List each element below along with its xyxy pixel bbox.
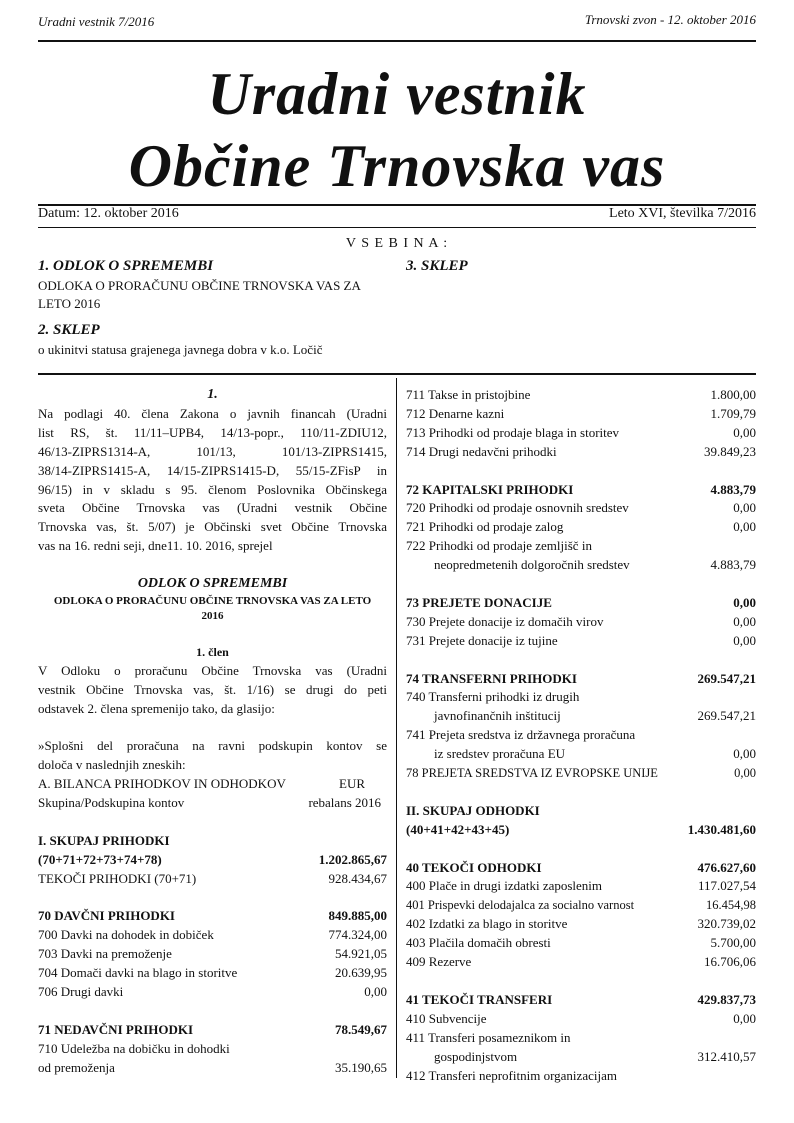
contents-item-3-title: 3. SKLEP (406, 258, 468, 274)
row-label: 402 Izdatki za blago in storitve (406, 916, 568, 932)
article-line: odstavek 2. člena spremenijo tako, da glasijo: (38, 700, 275, 716)
intro-line: sveta Občine Trnovska vas (Uradni vestnik Občine (38, 500, 387, 516)
right-column (406, 386, 756, 1085)
currency-label: EUR (339, 776, 365, 792)
total-expenditure-row (406, 821, 756, 840)
row-value: 269.547,21 (697, 708, 756, 724)
row-value: 0,00 (733, 424, 756, 440)
row-value: 16.454,98 (706, 898, 756, 913)
group-label: 41 TEKOČI TRANSFERI (406, 991, 553, 1007)
row-value: 0,00 (733, 500, 756, 516)
table-row (406, 556, 756, 575)
row-label-line: 740 Transferni prihodki iz drugih (406, 689, 580, 705)
odlok-subtitle: ODLOKA O PRORAČUNU OBČINE TRNOVSKA VAS ZA LETO 2016 (53, 594, 372, 622)
row-label: 713 Prihodki od prodaje blaga in storitev (406, 424, 620, 440)
group-value: 849.885,00 (328, 908, 387, 924)
row-value: 1.709,79 (710, 405, 756, 421)
total-expenditure-formula: (40+41+42+43+45) (406, 821, 510, 837)
row-label-line: 741 Prejeta sredstva iz državnega proračuna (406, 727, 636, 743)
table-row (406, 424, 756, 443)
row-label: gospodinjstvom (434, 1048, 518, 1064)
table-row (406, 934, 756, 953)
issue-number: Leto XVI, številka 7/2016 (609, 206, 756, 221)
table-row (406, 1010, 756, 1029)
row-value: 928.434,67 (328, 870, 387, 886)
row-value: 16.706,06 (704, 954, 756, 970)
row-label: 700 Davki na dohodek in dobiček (38, 927, 214, 943)
row-value: 0,00 (734, 766, 756, 781)
row-label: 409 Rezerve (406, 954, 472, 970)
contents-heading: V S E B I N A : (345, 236, 449, 251)
total-revenue-label: I. SKUPAJ PRIHODKI (38, 832, 170, 848)
group-40-row (406, 859, 756, 878)
row-value: 1.800,00 (710, 387, 756, 402)
table-row (406, 764, 756, 783)
meta-rule (38, 227, 756, 228)
group-72-row (406, 481, 756, 500)
contents-rule (38, 373, 756, 375)
value-column-header: rebalans 2016 (308, 795, 381, 811)
row-label: javnofinančnih inštitucij (434, 708, 561, 724)
row-label-line: 411 Transferi posameznikom in (406, 1029, 571, 1045)
contents-item-1-text: ODLOKA O PRORAČUNU OBČINE TRNOVSKA VAS ZA LETO 2016 (38, 278, 361, 311)
row-label: 78 PREJETA SREDSTVA IZ EVROPSKE UNIJE (406, 766, 658, 781)
group-74-row (406, 670, 756, 689)
row-label: neopredmetenih dolgoročnih sredstev (434, 557, 630, 573)
row-value: 35.190,65 (335, 1059, 387, 1075)
group-value: 4.883,79 (710, 481, 756, 497)
row-label: 712 Denarne kazni (406, 405, 505, 421)
header-rule (38, 40, 756, 42)
table-row (406, 953, 756, 972)
row-value: 0,00 (733, 1010, 756, 1026)
group-value: 0,00 (733, 594, 756, 610)
masthead-title-line1: Uradni vestnik (207, 61, 587, 127)
current-revenue-row (38, 870, 387, 889)
total-revenue-row (38, 851, 387, 870)
left-column (38, 386, 387, 1078)
table-row (38, 926, 387, 945)
intro-line: Na podlagi 40. člena Zakona o javnih financah (Uradni (38, 405, 387, 421)
running-header-left: Uradni vestnik 7/2016 (38, 14, 155, 29)
group-label: 71 NEDAVČNI PRIHODKI (38, 1021, 194, 1037)
row-value: 5.700,00 (710, 935, 756, 951)
quote-line: določa v naslednjih zneskih: (38, 757, 186, 773)
group-label: 70 DAVČNI PRIHODKI (38, 908, 175, 924)
row-value: 774.324,00 (328, 927, 387, 943)
row-label: 730 Prejete donacije iz domačih virov (406, 613, 604, 629)
article-line: V Odloku o proračunu Občine Trnovska vas (Uradni (38, 662, 387, 678)
row-label: 711 Takse in pristojbine (406, 387, 531, 402)
group-value: 269.547,21 (697, 670, 756, 686)
group-value: 78.549,67 (335, 1021, 387, 1037)
column-divider (396, 378, 397, 1078)
group-label: 73 PREJETE DONACIJE (406, 594, 552, 610)
group-label: 40 TEKOČI ODHODKI (406, 859, 542, 875)
row-value: 0,00 (733, 746, 756, 762)
odlok-title: ODLOK O SPREMEMBI (137, 576, 288, 592)
table-row (406, 386, 756, 405)
table-row (38, 983, 387, 1002)
group-71-row (38, 1021, 387, 1040)
group-label: 72 KAPITALSKI PRIHODKI (406, 481, 574, 497)
row-label: 731 Prejete donacije iz tujine (406, 632, 558, 648)
row-label: 706 Drugi davki (38, 984, 124, 1000)
table-row (406, 915, 756, 934)
table-row (406, 896, 756, 915)
row-label: od premoženja (38, 1059, 115, 1075)
table-row (406, 443, 756, 462)
row-label: 703 Davki na premoženje (38, 946, 172, 962)
table-row (38, 964, 387, 983)
row-label: 401 Prispevki delodajalca za socialno varnost (406, 898, 635, 913)
row-label: 721 Prihodki od prodaje zalog (406, 519, 564, 535)
row-value: 39.849,23 (704, 443, 756, 459)
total-expenditure-label: II. SKUPAJ ODHODKI (406, 802, 540, 818)
row-value: 312.410,57 (697, 1048, 756, 1064)
group-41-row (406, 991, 756, 1010)
row-value: 117.027,54 (697, 878, 756, 894)
intro-line: 96/15) in v skladu s 95. členom Poslovnika Občinskega (38, 481, 387, 497)
balance-heading (38, 775, 387, 794)
total-revenue-formula: (70+71+72+73+74+78) (38, 851, 162, 867)
table-row (38, 1059, 387, 1078)
contents-item-2-text: o ukinitvi statusa grajenega javnega dobra v k.o. Ločič (38, 342, 323, 357)
row-label: iz sredstev proračuna EU (434, 746, 566, 762)
row-value: 0,00 (733, 519, 756, 535)
act-number: 1. (207, 387, 218, 402)
row-value: 4.883,79 (710, 557, 756, 573)
group-73-row (406, 594, 756, 613)
total-expenditure-value: 1.430.481,60 (687, 821, 756, 837)
row-label: 704 Domači davki na blago in storitve (38, 965, 238, 981)
issue-date: Datum: 12. oktober 2016 (38, 206, 179, 221)
row-label: 400 Plače in drugi izdatki zaposlenim (406, 878, 603, 894)
row-value: 320.739,02 (697, 916, 756, 932)
table-row (406, 613, 756, 632)
row-label: 714 Drugi nedavčni prihodki (406, 443, 557, 459)
row-label-line: 710 Udeležba na dobičku in dohodki (38, 1040, 230, 1056)
table-row (406, 518, 756, 537)
quote-line: »Splošni del proračuna na ravni podskupin kontov se (38, 738, 387, 754)
group-label: 74 TRANSFERNI PRIHODKI (406, 670, 577, 686)
row-label: 403 Plačila domačih obresti (406, 935, 551, 951)
row-label-line: 722 Prihodki od prodaje zemljišč in (406, 538, 592, 554)
group-70-row (38, 907, 387, 926)
group-value: 429.837,73 (697, 991, 756, 1007)
running-header-right: Trnovski zvon - 12. oktober 2016 (584, 12, 756, 27)
group-column-header: Skupina/Podskupina kontov (38, 795, 185, 811)
table-row (406, 745, 756, 764)
masthead-title-line2: Občine Trnovska vas (128, 133, 666, 199)
table-row (406, 877, 756, 896)
row-label-line: 412 Transferi neprofitnim organizacijam (406, 1067, 617, 1083)
table-row (406, 707, 756, 726)
row-value: 54.921,05 (335, 946, 387, 962)
contents-left (38, 258, 388, 359)
table-row (38, 945, 387, 964)
row-value: 0,00 (364, 984, 387, 1000)
total-revenue-value: 1.202.865,67 (318, 851, 387, 867)
intro-line: Trnovska vas, št. 5/07) je Občinski svet Občine Trnovska (38, 519, 387, 535)
table-row (406, 499, 756, 518)
table-row (406, 1048, 756, 1067)
row-label: 410 Subvencije (406, 1010, 487, 1026)
table-row (406, 405, 756, 424)
intro-line: list RS, št. 11/11–UPB4, 14/13-popr., 110/11-ZDIU12, (38, 424, 387, 440)
article-heading: 1. člen (196, 644, 229, 659)
table-row (406, 632, 756, 651)
row-value: 0,00 (733, 613, 756, 629)
row-value: 0,00 (733, 632, 756, 648)
row-label: TEKOČI PRIHODKI (70+71) (38, 870, 197, 886)
contents-item-1-title: 1. ODLOK O SPREMEMBI (38, 258, 214, 274)
row-label: 720 Prihodki od prodaje osnovnih sredstev (406, 500, 629, 516)
balance-title: A. BILANCA PRIHODKOV IN ODHODKOV (38, 776, 286, 792)
table-column-headers (38, 794, 387, 813)
contents-item-2-title: 2. SKLEP (38, 322, 100, 338)
intro-line: 38/14-ZIPRS1415-A, 14/15-ZIPRS1415-D, 55/15-ZFisP in (38, 462, 387, 478)
intro-line: 46/13-ZIPRS1314-A, 101/13, 101/13-ZIPRS1415, (38, 443, 387, 459)
intro-line: vas na 16. redni seji, dne11. 10. 2016, sprejel (38, 538, 273, 554)
article-line: vestnik Občine Trnovska vas, št. 1/16) se drugi do peti (38, 681, 387, 697)
group-value: 476.627,60 (697, 859, 756, 875)
row-value: 20.639,95 (335, 965, 387, 981)
